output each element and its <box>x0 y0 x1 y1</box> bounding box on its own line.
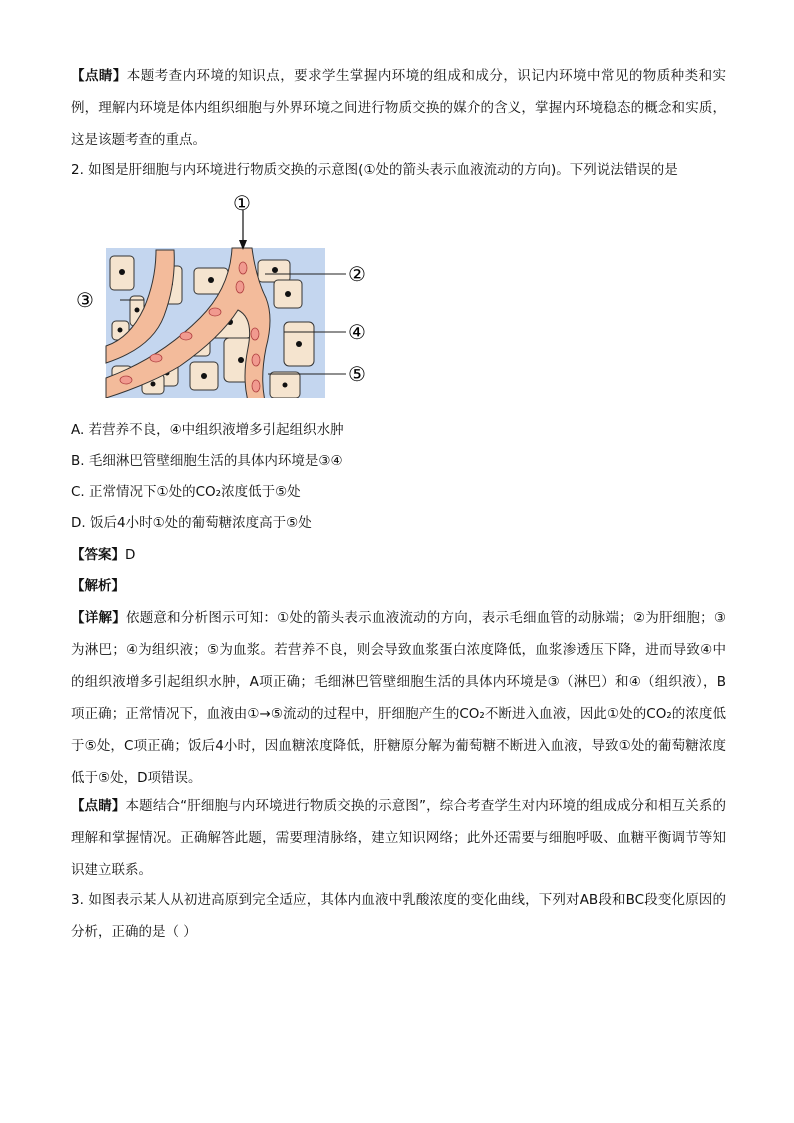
tip-tag: 【点睛】 <box>71 68 127 84</box>
label-4: ④ <box>348 320 366 344</box>
answer-tag: 【答案】 <box>71 547 125 563</box>
answer-value: D <box>125 547 136 563</box>
option-d: D. 饭后4小时①处的葡萄糖浓度高于⑤处 <box>71 515 312 531</box>
tip-text-2: 本题结合“肝细胞与内环境进行物质交换的示意图”，综合考查学生对内环境的组成成分和相互关系的理解和掌握情况。正确解答此题，需要理清脉络，建立知识网络；此外还需要与细胞呼吸、血糖平衡调节等知识建立联系。 <box>71 798 726 878</box>
liver-cell-exchange-diagram <box>70 188 390 398</box>
label-3: ③ <box>76 288 94 312</box>
option-a: A. 若营养不良，④中组织液增多引起组织水肿 <box>71 422 344 438</box>
option-c: C. 正常情况下①处的CO₂浓度低于⑤处 <box>71 484 301 500</box>
label-2: ② <box>348 262 366 286</box>
tip-text: 本题考查内环境的知识点，要求学生掌握内环境的组成和成分，识记内环境中常见的物质种类和实例，理解内环境是体内组织细胞与外界环境之间进行物质交换的媒介的含义，掌握内环境稳态的概念和实质，这是该题考查的重点。 <box>71 68 727 148</box>
option-b: B. 毛细淋巴管壁细胞生活的具体内环境是③④ <box>71 453 343 469</box>
analysis-tag: 【解析】 <box>71 578 125 594</box>
tip-tag-2: 【点睛】 <box>71 798 126 814</box>
answer-line <box>71 545 135 565</box>
prev-tip-paragraph <box>71 60 726 156</box>
label-5: ⑤ <box>348 362 366 386</box>
detail-tag: 【详解】 <box>71 610 126 626</box>
question-3-stem: 3. 如图表示某人从初进高原到完全适应，其体内血液中乳酸浓度的变化曲线，下列对AB段和BC段变化原因的分析，正确的是（ ） <box>71 892 726 940</box>
question-2-stem: 2. 如图是肝细胞与内环境进行物质交换的示意图(①处的箭头表示血液流动的方向)。下列说法错误的是 <box>71 162 678 178</box>
label-1: ① <box>233 191 251 215</box>
detail-text: 依题意和分析图示可知：①处的箭头表示血液流动的方向，表示毛细血管的动脉端；②为肝细胞；③为淋巴；④为组织液；⑤为血浆。若营养不良，则会导致血浆蛋白浓度降低，血浆渗透压下降，进而导致④中的组织液增多引起组织水肿，A项正确；毛细淋巴管壁细胞生活的具体内环境是③（淋巴）和④（组织液），B项正确；正常情况下，血液由①→⑤流动的过程中，肝细胞产生的CO₂不断进入血液，因此①处的CO₂的浓度低于⑤处，C项正确；饭后4小时，因血糖浓度降低，肝糖原分解为葡萄糖不断进入血液，导致①处的葡萄糖浓度低于⑤处，D项错误。 <box>71 610 726 786</box>
tip-paragraph <box>71 790 726 886</box>
detail-paragraph <box>71 602 726 794</box>
